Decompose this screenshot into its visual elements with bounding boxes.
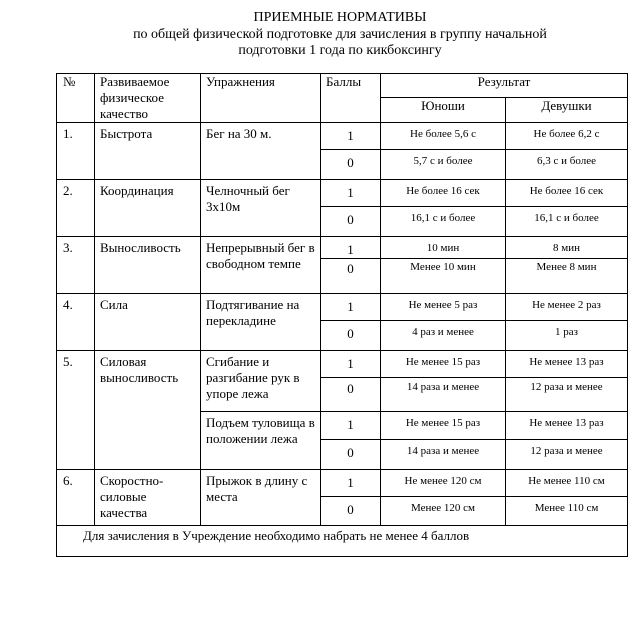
girls-result: Не более 6,2 с xyxy=(506,123,628,150)
score-cell: 1 xyxy=(321,412,381,440)
girls-result: 1 раз xyxy=(506,321,628,351)
girls-result: 16,1 с и более xyxy=(506,207,628,237)
girls-result: Не менее 2 раз xyxy=(506,294,628,321)
score-cell: 0 xyxy=(321,150,381,180)
table-row xyxy=(57,237,628,259)
boys-result: Не менее 120 см xyxy=(381,470,506,497)
boys-result: Не более 16 сек xyxy=(381,180,506,207)
girls-result: Менее 110 см xyxy=(506,497,628,526)
row-exercise: Челночный бег 3х10м xyxy=(201,180,321,237)
header-result: Результат xyxy=(381,74,628,98)
table-row xyxy=(57,351,628,378)
row-num: 2. xyxy=(57,180,95,237)
row-num: 1. xyxy=(57,123,95,180)
row-exercise: Сгибание и разгибание рук в упоре лежа xyxy=(201,351,321,412)
document-subtitle-line-1: по общей физической подготовке для зачисления в группу начальной xyxy=(133,26,547,42)
score-cell: 0 xyxy=(321,321,381,351)
boys-result: 5,7 с и более xyxy=(381,150,506,180)
boys-result: Менее 10 мин xyxy=(381,259,506,294)
girls-result: Не менее 13 раз xyxy=(506,351,628,378)
row-num: 6. xyxy=(57,470,95,526)
table-row xyxy=(57,294,628,321)
row-num: 5. xyxy=(57,351,95,470)
row-num: 3. xyxy=(57,237,95,294)
girls-result: 6,3 с и более xyxy=(506,150,628,180)
row-quality: Быстрота xyxy=(95,123,201,180)
girls-result: Менее 8 мин xyxy=(506,259,628,294)
boys-result: 14 раза и менее xyxy=(381,378,506,412)
admission-note: Для зачисления в Учреждение необходимо набрать не менее 4 баллов xyxy=(57,526,628,557)
row-quality: Силовая выносливость xyxy=(95,351,201,470)
boys-result: Не менее 15 раз xyxy=(381,412,506,440)
header-score: Баллы xyxy=(321,74,381,123)
row-quality: Выносливость xyxy=(95,237,201,294)
table-row xyxy=(57,180,628,207)
score-cell: 0 xyxy=(321,378,381,412)
header-girls: Девушки xyxy=(506,97,628,122)
row-exercise: Подъем туловища в положении лежа xyxy=(201,412,321,470)
document-heading xyxy=(40,10,640,60)
girls-result: 12 раза и менее xyxy=(506,440,628,470)
score-cell: 1 xyxy=(321,123,381,150)
table-header-row xyxy=(57,74,628,98)
document-subtitle-line-2: подготовки 1 года по кикбоксингу xyxy=(238,43,442,58)
table-row xyxy=(57,470,628,497)
boys-result: 4 раз и менее xyxy=(381,321,506,351)
score-cell: 1 xyxy=(321,237,381,259)
boys-result: 16,1 с и более xyxy=(381,207,506,237)
score-cell: 1 xyxy=(321,294,381,321)
row-quality: Сила xyxy=(95,294,201,351)
boys-result: 10 мин xyxy=(381,237,506,259)
score-cell: 0 xyxy=(321,207,381,237)
row-exercise: Бег на 30 м. xyxy=(201,123,321,180)
score-cell: 1 xyxy=(321,180,381,207)
row-quality: Скоростно-силовые качества xyxy=(95,470,201,526)
header-quality: Развиваемое физическое качество xyxy=(95,74,201,123)
girls-result: 8 мин xyxy=(506,237,628,259)
header-num: № xyxy=(57,74,95,123)
row-exercise: Прыжок в длину с места xyxy=(201,470,321,526)
boys-result: Не менее 5 раз xyxy=(381,294,506,321)
boys-result: 14 раза и менее xyxy=(381,440,506,470)
boys-result: Не более 5,6 с xyxy=(381,123,506,150)
row-quality: Координация xyxy=(95,180,201,237)
row-exercise: Подтягивание на перекладине xyxy=(201,294,321,351)
table-footer-row xyxy=(57,526,628,557)
score-cell: 1 xyxy=(321,351,381,378)
header-boys: Юноши xyxy=(381,97,506,122)
score-cell: 0 xyxy=(321,497,381,526)
boys-result: Не менее 15 раз xyxy=(381,351,506,378)
document-title: ПРИЕМНЫЕ НОРМАТИВЫ xyxy=(253,10,427,25)
boys-result: Менее 120 см xyxy=(381,497,506,526)
score-cell: 0 xyxy=(321,259,381,294)
row-exercise: Непрерывный бег в свободном темпе xyxy=(201,237,321,294)
table-row xyxy=(57,123,628,150)
girls-result: 12 раза и менее xyxy=(506,378,628,412)
header-exercise: Упражнения xyxy=(201,74,321,123)
standards-table xyxy=(56,73,628,557)
girls-result: Не менее 13 раз xyxy=(506,412,628,440)
score-cell: 0 xyxy=(321,440,381,470)
girls-result: Не менее 110 см xyxy=(506,470,628,497)
row-num: 4. xyxy=(57,294,95,351)
score-cell: 1 xyxy=(321,470,381,497)
girls-result: Не более 16 сек xyxy=(506,180,628,207)
